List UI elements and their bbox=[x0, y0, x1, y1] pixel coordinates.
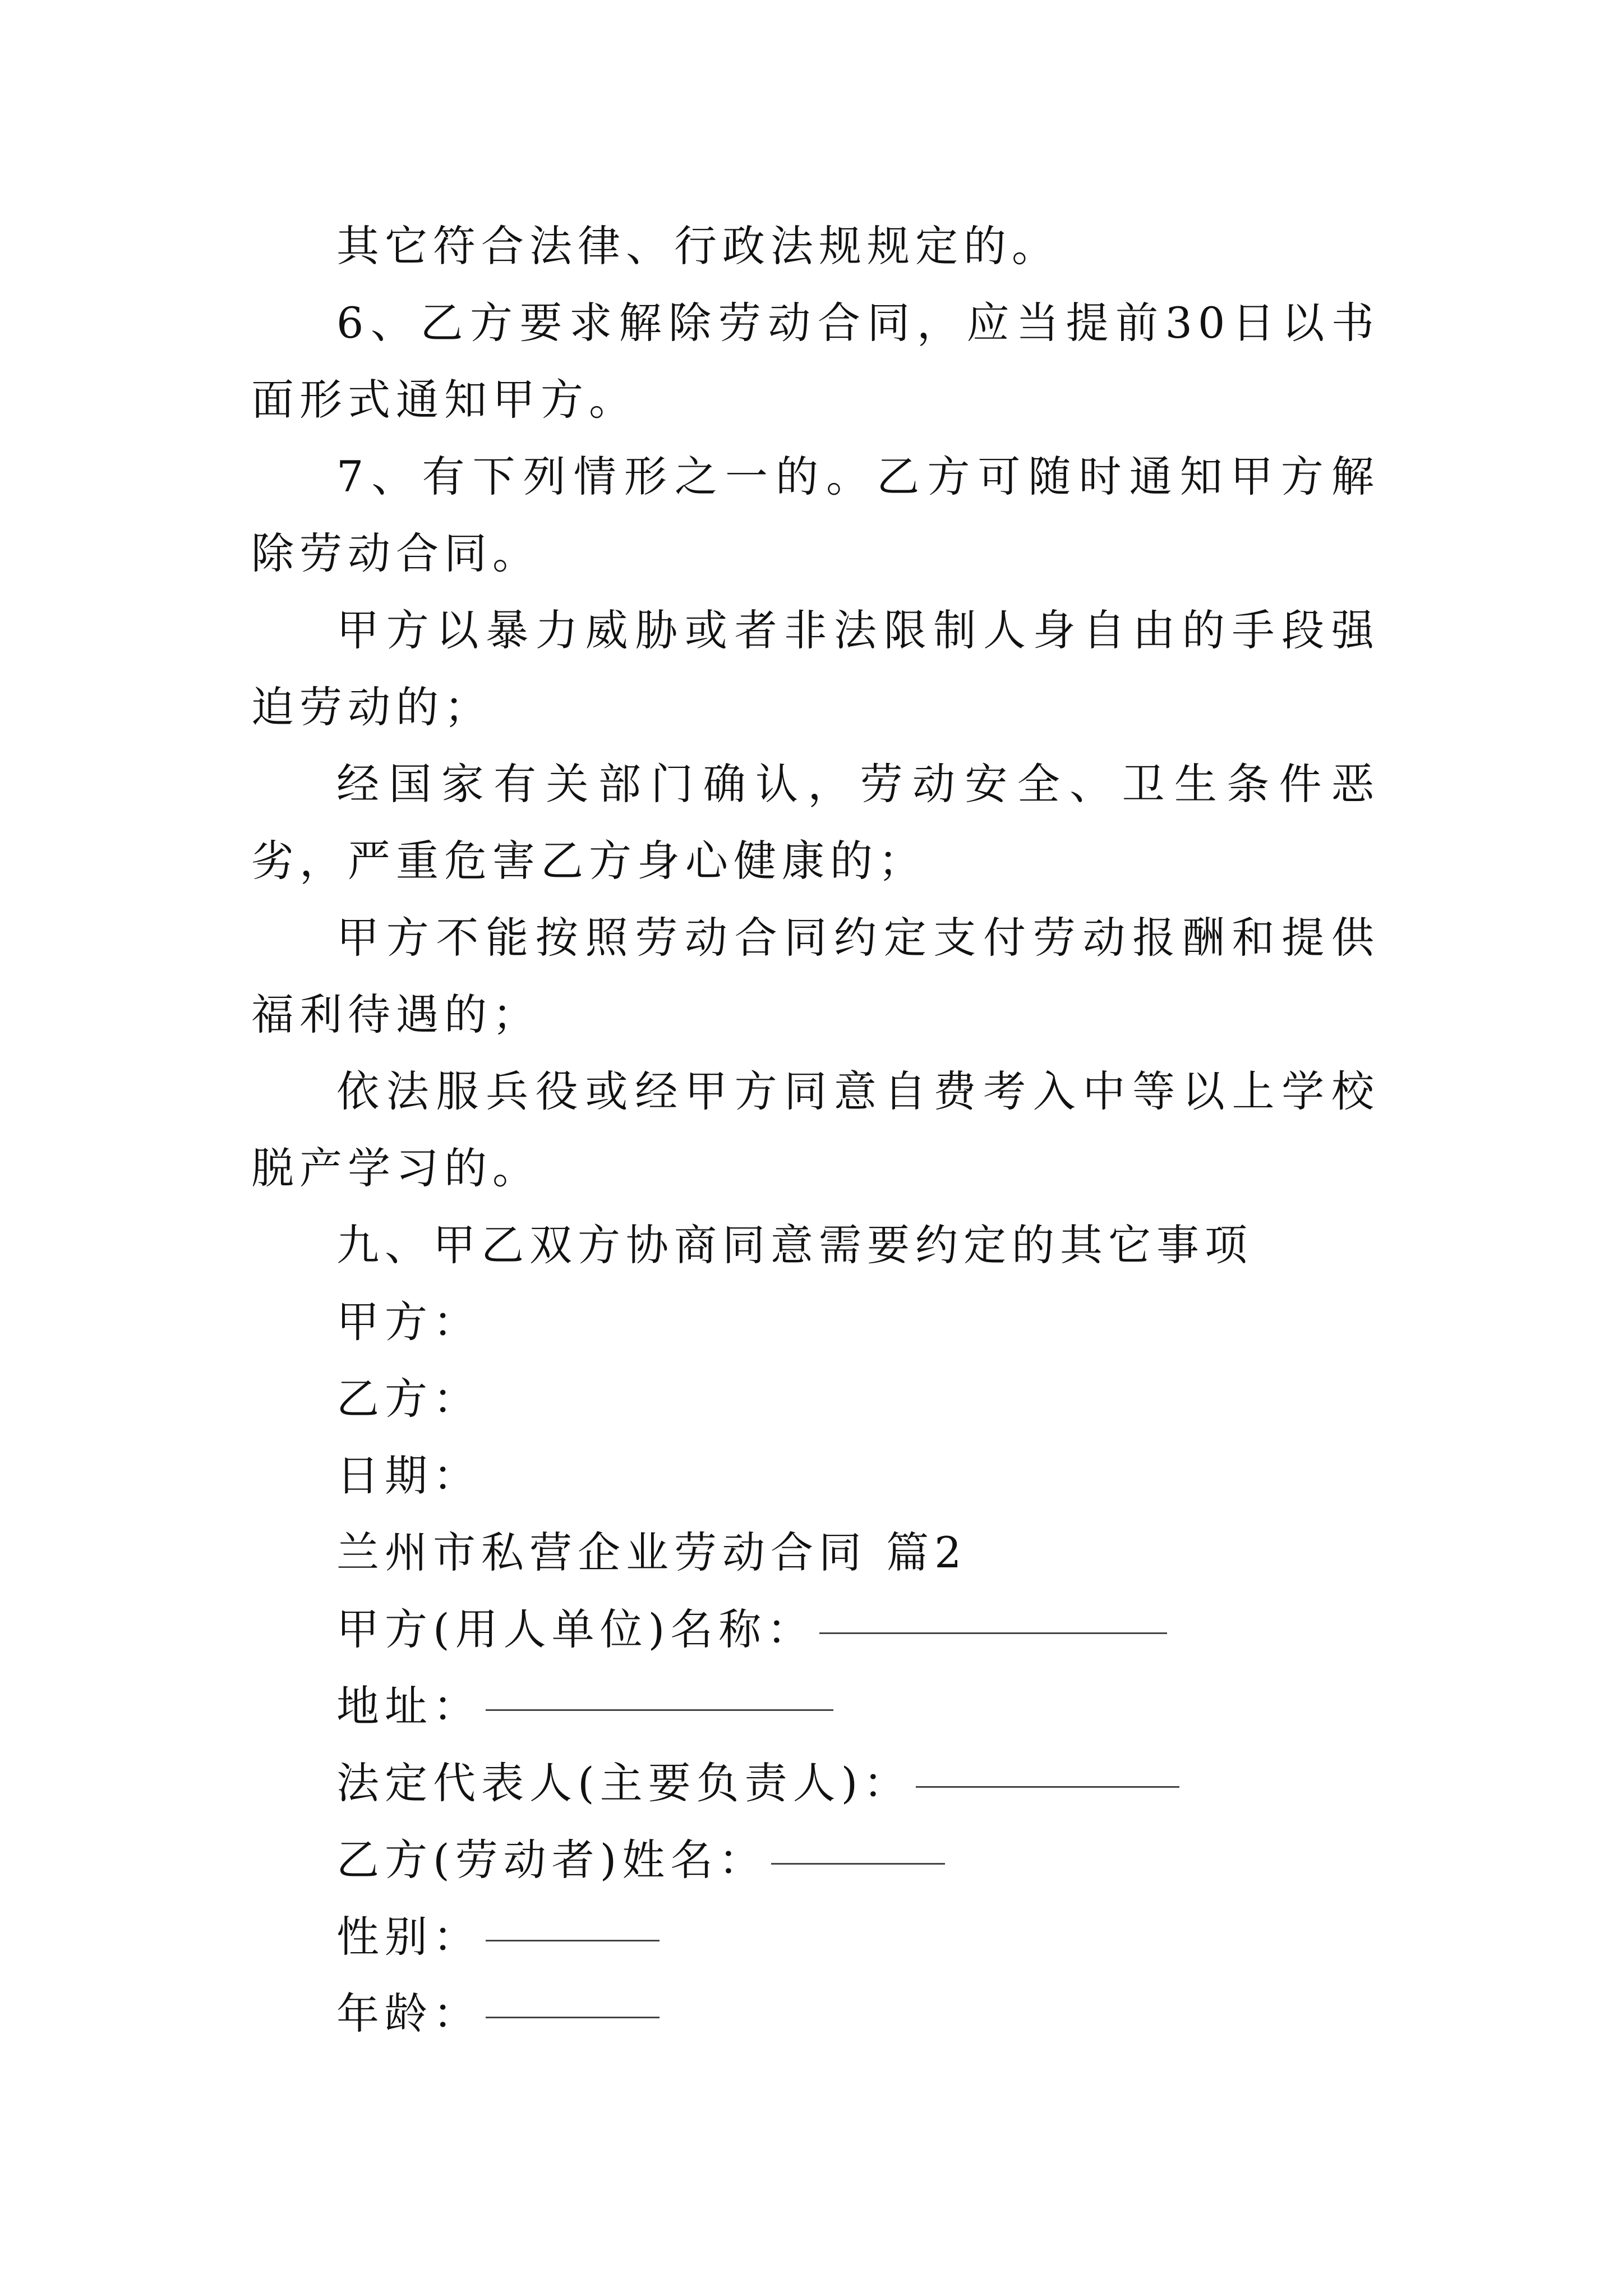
section-title: 兰州市私营企业劳动合同 篇2 bbox=[336, 1527, 967, 1577]
blank-line bbox=[916, 1786, 1179, 1788]
blank-line bbox=[486, 1709, 833, 1711]
signature-party-b: 乙方： bbox=[336, 1374, 481, 1424]
field-label: 年龄： bbox=[336, 1989, 481, 2039]
field-address bbox=[251, 1668, 1380, 1745]
field-age bbox=[251, 1975, 1380, 2052]
field-label: 地址： bbox=[336, 1681, 481, 1731]
paragraph-item-7: 7、有下列情形之一的。乙方可随时通知甲方解除劳动合同。 bbox=[251, 452, 1380, 578]
paragraph-violence: 甲方以暴力威胁或者非法限制人身自由的手段强迫劳动的； bbox=[251, 605, 1380, 732]
blank-line bbox=[486, 2017, 660, 2018]
field-employer-name bbox=[251, 1591, 1380, 1668]
signature-date: 日期： bbox=[336, 1451, 481, 1501]
blank-line bbox=[771, 1863, 945, 1865]
paragraph-safety: 经国家有关部门确认，劳动安全、卫生条件恶劣，严重危害乙方身心健康的； bbox=[251, 759, 1380, 886]
field-employee-name bbox=[251, 1821, 1380, 1898]
field-label: 甲方(用人单位)名称： bbox=[336, 1604, 815, 1654]
field-gender bbox=[251, 1898, 1380, 1975]
document-body bbox=[251, 208, 1380, 2052]
paragraph-section-9: 九、甲乙双方协商同意需要约定的其它事项 bbox=[336, 1220, 1253, 1270]
paragraph-item-6: 6、乙方要求解除劳动合同，应当提前30日以书面形式通知甲方。 bbox=[251, 298, 1380, 425]
field-label: 乙方(劳动者)姓名： bbox=[336, 1835, 767, 1885]
signature-party-a: 甲方： bbox=[336, 1297, 481, 1347]
blank-line bbox=[819, 1632, 1167, 1634]
field-label: 性别： bbox=[336, 1912, 481, 1962]
blank-line bbox=[486, 1940, 660, 1941]
field-legal-representative bbox=[251, 1745, 1380, 1821]
paragraph-payment: 甲方不能按照劳动合同约定支付劳动报酬和提供福利待遇的； bbox=[251, 913, 1380, 1039]
field-label: 法定代表人(主要负责人)： bbox=[336, 1758, 912, 1808]
paragraph-other-legal: 其它符合法律、行政法规规定的。 bbox=[336, 221, 1060, 271]
paragraph-military-study: 依法服兵役或经甲方同意自费考入中等以上学校脱产学习的。 bbox=[251, 1066, 1380, 1193]
